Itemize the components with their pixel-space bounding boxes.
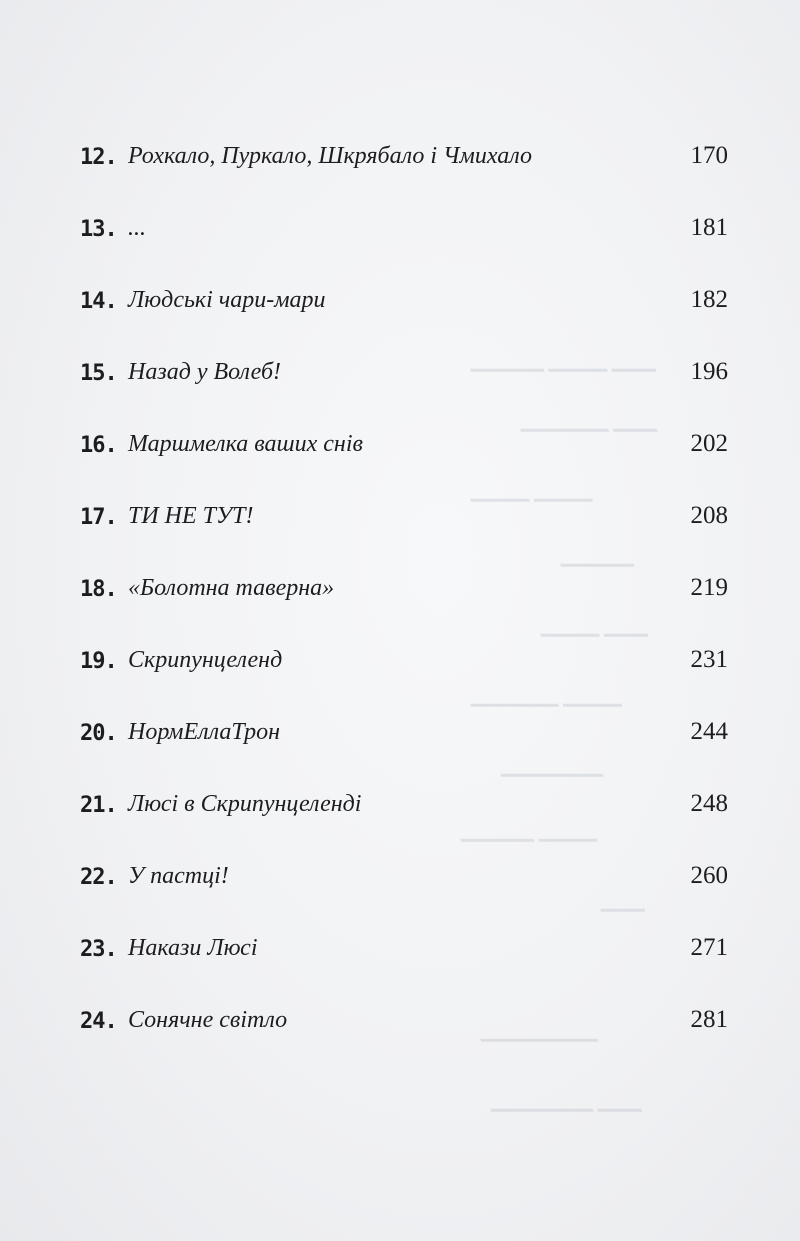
- chapter-page: 181: [690, 214, 728, 241]
- toc-entry: [80, 928, 728, 968]
- chapter-page: 231: [690, 646, 728, 673]
- chapter-number: 14.: [80, 289, 117, 314]
- bleed-through-text: ▁▁▁: [600, 891, 644, 912]
- toc-entry: [80, 640, 728, 680]
- bleed-through-text: ▁▁▁ ▁▁▁▁: [540, 616, 648, 637]
- toc-entry: [80, 496, 728, 536]
- chapter-number: 23.: [80, 937, 117, 962]
- chapter-page: 170: [690, 142, 728, 169]
- chapter-title: Сонячне світло: [128, 1007, 288, 1033]
- chapter-page: 202: [690, 430, 728, 457]
- chapter-page: 182: [690, 286, 728, 313]
- bleed-through-text: ▁▁▁▁ ▁▁▁▁▁▁: [470, 686, 621, 707]
- bleed-through-text: ▁▁▁ ▁▁▁▁▁▁▁: [490, 1091, 641, 1112]
- toc-entry: [80, 352, 728, 392]
- bleed-through-text: ▁▁▁▁ ▁▁▁▁▁: [460, 821, 597, 842]
- chapter-page: 260: [690, 862, 728, 889]
- chapter-title: НормЕллаТрон: [128, 719, 280, 745]
- chapter-title: ТИ НЕ ТУТ!: [128, 503, 254, 529]
- bleed-through-text: ▁▁▁▁▁: [560, 546, 634, 567]
- chapter-number: 24.: [80, 1009, 117, 1034]
- chapter-number: 19.: [80, 649, 117, 674]
- chapter-page: 219: [690, 574, 728, 601]
- toc-entry: [80, 280, 728, 320]
- chapter-number: 20.: [80, 721, 117, 746]
- chapter-number: 15.: [80, 361, 117, 386]
- chapter-title: У пастці!: [128, 863, 229, 889]
- bleed-through-text: ▁▁▁ ▁▁▁▁ ▁▁▁▁▁: [470, 351, 655, 372]
- toc-entry: [80, 784, 728, 824]
- chapter-number: 17.: [80, 505, 117, 530]
- chapter-number: 12.: [80, 145, 117, 170]
- chapter-title: Людські чари-мари: [128, 287, 326, 313]
- chapter-title: Маршмелка ваших снів: [128, 431, 363, 457]
- chapter-number: 18.: [80, 577, 117, 602]
- chapter-number: 16.: [80, 433, 117, 458]
- chapter-page: 271: [690, 934, 728, 961]
- toc-entry: [80, 568, 728, 608]
- toc-entry: [80, 1000, 728, 1040]
- chapter-title: Скрипунцеленд: [128, 647, 283, 673]
- chapter-title: Люсі в Скрипунцелендi: [128, 791, 362, 817]
- chapter-title: Рохкало, Пуркало, Шкрябало і Чмихало: [128, 143, 532, 169]
- bleed-through-text: ▁▁▁▁▁▁▁▁: [480, 1021, 597, 1042]
- chapter-page: 196: [690, 358, 728, 385]
- bleed-through-text: ▁▁▁▁ ▁▁▁▁: [470, 481, 592, 502]
- toc-entry: [80, 136, 728, 176]
- bleed-through-text: ▁▁▁ ▁▁▁▁▁▁: [520, 411, 657, 432]
- chapter-title: Назад у Волеб!: [128, 359, 282, 385]
- chapter-page: 244: [690, 718, 728, 745]
- chapter-page: 248: [690, 790, 728, 817]
- chapter-title: «Болотна таверна»: [128, 575, 335, 601]
- chapter-number: 22.: [80, 865, 117, 890]
- toc-entry: [80, 208, 728, 248]
- chapter-page: 281: [690, 1006, 728, 1033]
- chapter-page: 208: [690, 502, 728, 529]
- bleed-through-text: ▁▁▁▁▁▁▁: [500, 756, 603, 777]
- toc-entry: [80, 712, 728, 752]
- chapter-number: 13.: [80, 217, 117, 242]
- chapter-title: ...: [128, 215, 146, 241]
- chapter-title: Накази Люсі: [128, 935, 258, 961]
- chapter-number: 21.: [80, 793, 117, 818]
- toc-entry: [80, 856, 728, 896]
- toc-entry: [80, 424, 728, 464]
